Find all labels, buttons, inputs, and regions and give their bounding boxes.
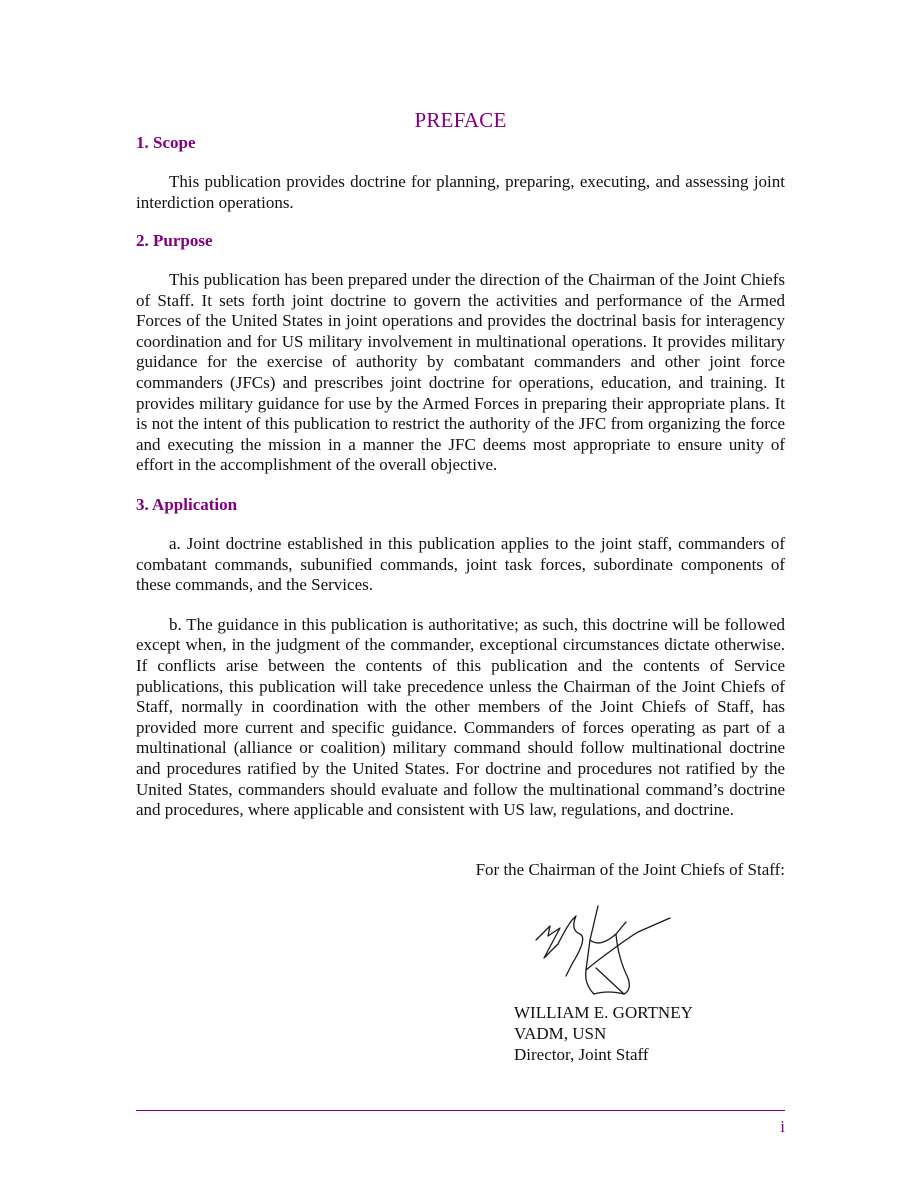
section-heading-application: 3. Application xyxy=(136,495,238,514)
application-paragraph-a: a. Joint doctrine established in this publication applies to the joint staff, commanders of combatant commands, subunified commands, joint task forces, subordinate components of these commands, and the Services. xyxy=(136,534,785,595)
page-title: PREFACE xyxy=(414,108,507,132)
signer-rank: VADM, USN xyxy=(514,1024,607,1043)
section-heading-scope: 1. Scope xyxy=(136,133,196,152)
section-scope xyxy=(136,133,785,213)
signature-icon xyxy=(528,898,678,1003)
signer-name: WILLIAM E. GORTNEY xyxy=(514,1003,693,1022)
signer-title: Director, Joint Staff xyxy=(514,1045,649,1064)
footer-divider xyxy=(136,1110,785,1111)
page-number: i xyxy=(780,1117,785,1136)
document-page xyxy=(136,0,785,1191)
section-heading-purpose: 2. Purpose xyxy=(136,231,213,250)
application-paragraph-b: b. The guidance in this publication is authoritative; as such, this doctrine will be followed except when, in the judgment of the commander, exceptional circumstances dictate otherwise. If conflicts arise between the contents of this publication and the contents of Service publications, this publication will take precedence unless the Chairman of the Joint Chiefs of Staff, normally in coordination with the other members of the Joint Chiefs of Staff, has provided more current and specific guidance. Commanders of forces operating as part of a multinational (alliance or coalition) military command should follow multinational doctrine and procedures ratified by the United States. For doctrine and procedures not ratified by the United States, commanders should evaluate and follow the multinational command’s doctrine and procedures, where applicable and consistent with US law, regulations, and doctrine. xyxy=(136,614,785,820)
purpose-paragraph: This publication has been prepared under the direction of the Chairman of the Joint Chiefs of Staff. It sets forth joint doctrine to govern the activities and performance of the Armed Forces of the United States in joint operations and provides the doctrinal basis for interagency coordination and for US military involvement in multinational operations. It provides military guidance for the exercise of authority by combatant commanders and other joint force commanders (JFCs) and prescribes joint doctrine for operations, education, and training. It provides military guidance for use by the Armed Forces in preparing their appropriate plans. It is not the intent of this publication to restrict the authority of the JFC from organizing the force and executing the mission in a manner the JFC deems most appropriate to ensure unity of effort in the accomplishment of the overall objective. xyxy=(136,270,785,475)
signer-block xyxy=(514,1002,693,1065)
scope-paragraph: This publication provides doctrine for planning, preparing, executing, and assessing joint interdiction operations. xyxy=(136,172,785,212)
section-application xyxy=(136,495,785,821)
section-purpose xyxy=(136,231,785,476)
closing-line: For the Chairman of the Joint Chiefs of Staff: xyxy=(475,860,785,879)
